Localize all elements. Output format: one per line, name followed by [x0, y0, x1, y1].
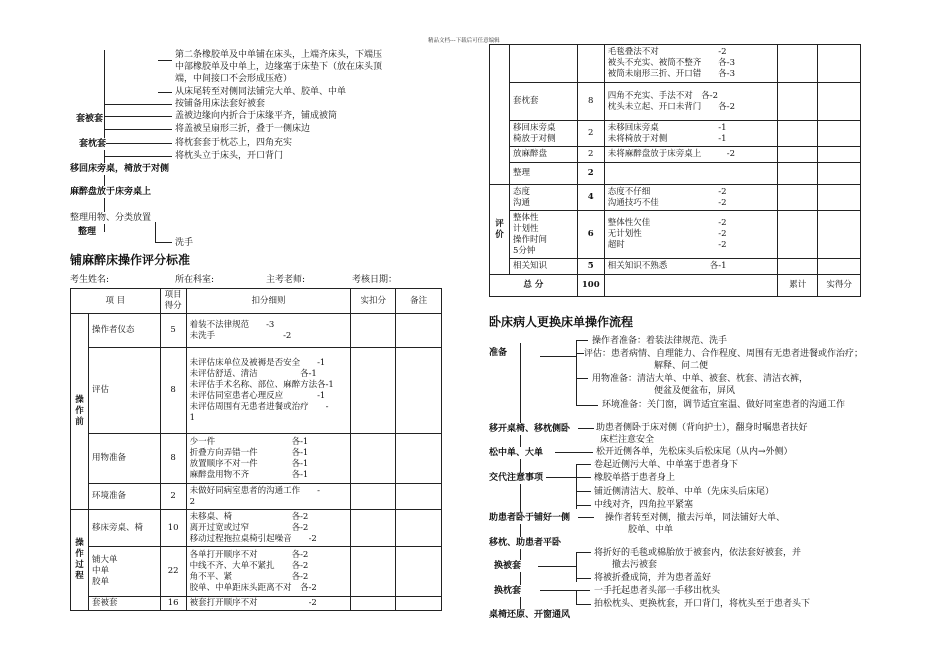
flow-text: 将枕头立于床头，开口背门: [175, 151, 284, 161]
meta-dept: 所在科室:: [175, 275, 215, 285]
remark-cell[interactable]: [396, 547, 442, 597]
item-score: 8: [577, 83, 604, 121]
flow-text: 洗手: [175, 238, 194, 248]
flow-text: 将枕套套于枕芯上，四角充实: [175, 138, 293, 148]
deduct-cell[interactable]: [778, 163, 818, 185]
item-detail: 态度不仔细 -2 沟通技巧不佳 -2: [604, 185, 778, 211]
step-label: 松中单、大单: [489, 448, 544, 458]
item-score: 5: [577, 259, 604, 275]
table-row: [490, 211, 861, 259]
item-name: 评估: [88, 348, 160, 434]
item-name: 套被套: [88, 597, 160, 611]
remark-cell[interactable]: [396, 348, 442, 434]
step-label: 移回床旁桌，椅放于对侧: [70, 164, 170, 174]
deduct-cell[interactable]: [778, 211, 818, 259]
deduct-cell[interactable]: [778, 259, 818, 275]
item-detail: [604, 163, 778, 185]
deduct-cell[interactable]: [351, 547, 396, 597]
item-score: 16: [160, 597, 186, 611]
total-sum: 累计: [778, 275, 818, 297]
remark-cell[interactable]: [818, 211, 861, 259]
right-score-table: [489, 44, 861, 297]
deduct-cell[interactable]: [351, 510, 396, 547]
item-score: 22: [160, 547, 186, 597]
item-detail: 相关知识不熟悉 各-1: [604, 259, 778, 275]
flow-text: 环境准备：关门窗，调节适宜室温、做好同室患者的沟通工作: [602, 400, 846, 410]
table-row: [490, 147, 861, 163]
item-score: 2: [577, 121, 604, 147]
group-proc: 操作过程: [71, 510, 89, 611]
item-detail: 着装不法律规范 -3 未洗手 -2: [186, 314, 351, 348]
flow-text: 便盆及便盆布，屏风: [654, 386, 736, 396]
item-score: 8: [160, 434, 186, 484]
remark-cell[interactable]: [396, 314, 442, 348]
flow-text: 松开近侧各单，先松床头后松床尾（从内→外侧）: [596, 447, 793, 457]
step-label: 整理: [78, 227, 97, 237]
step-label: 移枕、助患者平卧: [489, 538, 562, 548]
deduct-cell[interactable]: [351, 434, 396, 484]
remark-cell[interactable]: [818, 163, 861, 185]
item-name: 用物准备: [88, 434, 160, 484]
flow-text: 铺近侧清洁大、胶单、中单（先床头后床尾）: [594, 487, 775, 497]
step-label: 桌椅还原、开窗通风: [489, 610, 571, 620]
deduct-cell[interactable]: [778, 45, 818, 83]
table-header: 项 目: [71, 289, 161, 314]
flow-text: 中部橡胶单及中单上，边缘塞于床垫下（放在床头顶: [175, 62, 383, 72]
step-label: 套被套: [76, 114, 104, 124]
item-name: 整理: [509, 163, 577, 185]
table-row: [490, 259, 861, 275]
item-name: 铺大单 中单 胶单: [88, 547, 160, 597]
flow-text: 橡胶单搭于患者身上: [594, 473, 676, 483]
table-header: 项目得分: [160, 289, 186, 314]
flow-text: 按铺备用床法套好被套: [175, 99, 266, 109]
total-score: 100: [577, 275, 604, 297]
remark-cell[interactable]: [818, 121, 861, 147]
deduct-cell[interactable]: [351, 348, 396, 434]
table-row: [71, 484, 442, 510]
group-pre: 操作前: [71, 314, 89, 510]
table-row: [490, 83, 861, 121]
table-row: [490, 45, 861, 83]
item-detail: 四角不充实、手法不对 各-2 枕头未立起、开口未背门 各-2: [604, 83, 778, 121]
flow-text: 卷起近侧污大单、中单塞于患者身下: [594, 460, 739, 470]
item-name: 套枕套: [509, 83, 577, 121]
item-score: 2: [577, 163, 604, 185]
item-name: [509, 45, 577, 83]
step-label: 换被套: [494, 561, 522, 571]
flow-text: 解释、问二便: [654, 361, 709, 371]
item-score: 4: [577, 185, 604, 211]
flow-text: 将折好的毛毯或棉胎放于被套内，依法套好被套，并: [594, 548, 802, 558]
deduct-cell[interactable]: [351, 597, 396, 611]
left-score-table: [70, 288, 442, 611]
flow-text: 用物准备：清洁大单、中单、被套、枕套、清洁衣裤，: [592, 374, 809, 384]
item-score: 10: [160, 510, 186, 547]
item-detail: 未移回床旁桌 -1 未将椅放于对侧 -1: [604, 121, 778, 147]
flow-text: 中线对齐，四角拉平紧塞: [594, 500, 694, 510]
item-score: [577, 45, 604, 83]
total-row: [490, 275, 861, 297]
step-label: 交代注意事项: [489, 473, 544, 483]
flow-text: 将盖被呈扇形三折，叠于一侧床边: [175, 124, 311, 134]
total-actual: 实得分: [818, 275, 861, 297]
doc-header: 精品文档---下载后可任意编辑: [428, 38, 500, 44]
item-name: 环境准备: [88, 484, 160, 510]
flow-text: 一手托起患者头部一手移出枕头: [594, 586, 721, 596]
deduct-cell[interactable]: [778, 185, 818, 211]
item-name: 整体性 计划性 操作时间 5分钟: [509, 211, 577, 259]
item-score: 8: [160, 348, 186, 434]
table-row: [71, 348, 442, 434]
flow-text: 盖被边缘向内折合于床缘平齐，铺成被筒: [175, 111, 338, 121]
table-row: [490, 185, 861, 211]
flow-text: 操作者准备：着装法律规范、洗手: [592, 336, 728, 346]
item-detail: 被套打开顺序不对 -2: [186, 597, 351, 611]
step-label: 准备: [489, 348, 508, 358]
flow-text: 将被折叠成筒，并为患者盖好: [594, 573, 712, 583]
item-score: 2: [577, 147, 604, 163]
meta-examinee: 考生姓名:: [70, 275, 110, 285]
item-score: 2: [160, 484, 186, 510]
item-detail: 未评估床单位及被褥是否安全 -1 未评估舒适、清洁 各-1 未评估手术名称、部位、麻醉方法各-1 未评估同室患者心理反应 -1 未评估周围有无患者进餐或治疗 - 1: [186, 348, 351, 434]
table-row: [71, 314, 442, 348]
deduct-cell[interactable]: [778, 147, 818, 163]
item-score: 5: [160, 314, 186, 348]
item-name: 移床旁桌、椅: [88, 510, 160, 547]
step-label: 麻醉盘放于床旁桌上: [70, 187, 152, 197]
flow-text: 端，中间接口不会形成压疮）: [175, 74, 293, 84]
remark-cell[interactable]: [396, 597, 442, 611]
item-detail: 未将麻醉盘放于床旁桌上 -2: [604, 147, 778, 163]
remark-cell[interactable]: [396, 510, 442, 547]
step-label: 移开桌椅、移枕侧卧: [489, 424, 571, 434]
remark-cell[interactable]: [818, 147, 861, 163]
table-row: [71, 510, 442, 547]
table-row: [490, 121, 861, 147]
item-name: 相关知识: [509, 259, 577, 275]
item-detail: 未做好同病室患者的沟通工作 - 2: [186, 484, 351, 510]
remark-cell[interactable]: [818, 185, 861, 211]
deduct-cell[interactable]: [778, 121, 818, 147]
item-detail: 毛毯叠法不对 -2 被头不充实、被筒不整齐 各-3 被筒未扇形三折、开口错 各-3: [604, 45, 778, 83]
flow-text: 第二条橡胶单及中单铺在床头，上端齐床头，下端压: [175, 50, 383, 60]
table-header-row: [71, 289, 442, 314]
table-row: [71, 434, 442, 484]
total-label: 总 分: [490, 275, 578, 297]
item-detail: 整体性欠佳 -2 无计划性 -2 超时 -2: [604, 211, 778, 259]
table-row: [490, 163, 861, 185]
item-score: 6: [577, 211, 604, 259]
flow-text: 撤去污被套: [612, 560, 658, 570]
flow-text: 从床尾转至对侧同法铺完大单、胶单、中单: [175, 87, 347, 97]
remark-cell[interactable]: [396, 434, 442, 484]
meta-examiner: 主考老师:: [266, 275, 306, 285]
right-flow-title: 卧床病人更换床单操作流程: [489, 315, 634, 329]
step-label: 换枕套: [494, 586, 522, 596]
item-name: 操作者仪态: [88, 314, 160, 348]
flow-text: 胶单、中单: [628, 525, 674, 535]
table-row: [71, 597, 442, 611]
left-table-title: 铺麻醉床操作评分标准: [70, 253, 191, 267]
flow-text: 评估：患者病情、自理能力、合作程度、周围有无患者进餐或作治疗；: [584, 349, 864, 359]
table-header: 备注: [396, 289, 442, 314]
table-row: [71, 547, 442, 597]
deduct-cell[interactable]: [778, 83, 818, 121]
table-header: 扣分细则: [186, 289, 351, 314]
item-name: 态度 沟通: [509, 185, 577, 211]
flow-text: 助患者侧卧于床对侧（背向护士），翻身时嘱患者扶好: [596, 423, 808, 433]
step-label: 套枕套: [79, 139, 107, 149]
deduct-cell[interactable]: [351, 314, 396, 348]
item-detail: 各单打开顺序不对 各-2 中线不齐、大单不紧扎 各-2 角不平、紧 各-2 胶单、中单距床头距离不对 各-2: [186, 547, 351, 597]
step-label: 助患者卧于铺好一侧: [489, 513, 571, 523]
item-name: 放麻醉盘: [509, 147, 577, 163]
remark-cell[interactable]: [818, 83, 861, 121]
flow-text: 床栏注意安全: [600, 435, 655, 445]
item-detail: 少一件 各-1 折叠方向弄错一件 各-1 放置顺序不对一件 各-1 麻醉盘用物不齐 各-1: [186, 434, 351, 484]
item-name: 移回床旁桌 椅放于对侧: [509, 121, 577, 147]
meta-date: 考核日期：: [352, 275, 398, 285]
flow-text: 拍松枕头、更换枕套，开口背门，将枕头至于患者头下: [594, 599, 811, 609]
flow-text: 操作者转至对侧，撤去污单，同法铺好大单、: [605, 513, 786, 523]
remark-cell[interactable]: [396, 484, 442, 510]
table-header: 实扣分: [351, 289, 396, 314]
step-label: 整理用物、分类放置: [70, 213, 152, 223]
deduct-cell[interactable]: [351, 484, 396, 510]
group-eval: 评价: [490, 185, 510, 275]
item-detail: 未移桌、椅 各-2 离开过宽或过窄 各-2 移动过程拖拉桌椅引起噪音 -2: [186, 510, 351, 547]
remark-cell[interactable]: [818, 45, 861, 83]
remark-cell[interactable]: [818, 259, 861, 275]
